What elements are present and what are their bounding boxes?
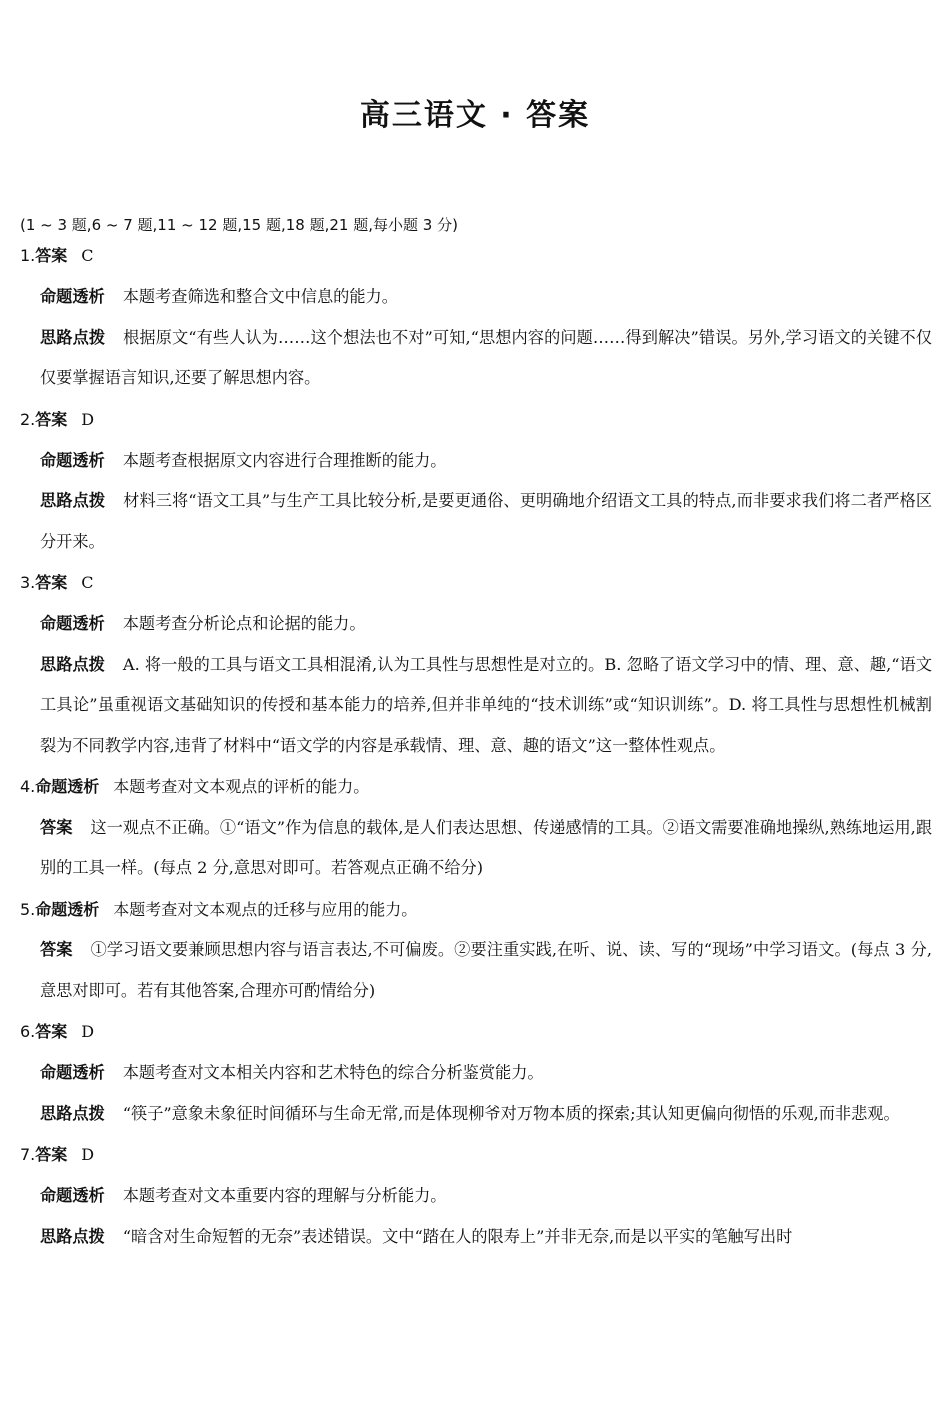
question-number: 3. [20, 573, 36, 592]
question-5-intent-row [20, 898, 932, 921]
answer-label: 答案 [35, 573, 68, 592]
question-7-thinking [40, 1217, 932, 1258]
question-4-answer [40, 808, 932, 889]
question-7-answer-row [20, 1143, 932, 1166]
intent-label: 命题透析 [40, 614, 105, 633]
question-1-answer-row [20, 244, 932, 267]
question-3-answer-row [20, 571, 932, 594]
answer-choice: C [81, 246, 94, 265]
answer-label: 答案 [40, 817, 73, 837]
thinking-label: 思路点拨 [40, 327, 106, 347]
thinking-text: “暗含对生命短暂的无奈”表述错误。文中“踏在人的限寿上”并非无奈,而是以平实的笔触写出时 [122, 1226, 793, 1246]
answer-choice: C [81, 573, 94, 592]
intent-text: 本题考查对文本观点的迁移与应用的能力。 [113, 899, 418, 919]
intent-text: 本题考查对文本观点的评析的能力。 [113, 777, 370, 796]
question-number: 4. [20, 777, 36, 796]
question-1-thinking [40, 318, 932, 399]
question-6-thinking [40, 1094, 932, 1135]
question-number: 1. [20, 246, 36, 265]
intent-text: 本题考查对文本相关内容和艺术特色的综合分析鉴赏能力。 [122, 1063, 544, 1082]
intent-text: 本题考查对文本重要内容的理解与分析能力。 [122, 1186, 447, 1205]
question-4-intent-row [20, 775, 932, 798]
answer-label: 答案 [40, 940, 73, 959]
answer-label: 答案 [35, 409, 68, 429]
question-2-intent [40, 449, 932, 472]
answer-choice: D [81, 1022, 95, 1041]
question-number: 5. [20, 899, 36, 919]
question-3-intent [40, 612, 932, 635]
intent-label: 命题透析 [40, 450, 105, 470]
thinking-label: 思路点拨 [40, 1226, 105, 1246]
intent-label: 命题透析 [35, 777, 100, 796]
intent-label: 命题透析 [35, 899, 100, 919]
intent-text: 本题考查筛选和整合文中信息的能力。 [122, 287, 398, 306]
thinking-label: 思路点拨 [40, 654, 105, 674]
question-3-thinking [40, 645, 932, 767]
scoring-note: (1 ~ 3 题,6 ~ 7 题,11 ~ 12 题,15 题,18 题,21 题,每小题 3 分) [20, 216, 458, 234]
answer-text: ①学习语文要兼顾思想内容与语言表达,不可偏废。②要注重实践,在听、说、读、写的“现场”中学习语文。(每点 3 分,意思对即可。若有其他答案,合理亦可酌情给分) [40, 940, 933, 1000]
question-number: 7. [20, 1145, 36, 1164]
page-title: 高三语文 · 答案 [359, 98, 591, 133]
thinking-text: 材料三将“语文工具”与生产工具比较分析,是要更通俗、更明确地介绍语文工具的特点,而非要求我们将二者严格区分开来。 [40, 491, 933, 551]
answer-list [20, 244, 932, 1266]
answer-label: 答案 [35, 246, 68, 265]
answer-label: 答案 [35, 1145, 68, 1164]
question-7-intent [40, 1184, 932, 1207]
question-5-answer [40, 930, 932, 1011]
answer-label: 答案 [35, 1022, 68, 1041]
thinking-text: “筷子”意象未象征时间循环与生命无常,而是体现柳爷对万物本质的探索;其认知更偏向彻悟的乐观,而非悲观。 [122, 1103, 900, 1123]
question-2-thinking [40, 481, 932, 562]
question-6-answer-row [20, 1020, 932, 1043]
question-number: 2. [20, 409, 36, 429]
question-1-intent [40, 285, 932, 308]
question-2-answer-row [20, 408, 932, 431]
thinking-text: A. 将一般的工具与语文工具相混淆,认为工具性与思想性是对立的。B. 忽略了语文学习中的情、理、意、趣,“语文工具论”虽重视语文基础知识的传授和基本能力的培养,但并非单纯的“技术训练”或“知识训练”。D. 将工具性与思想性机械割裂为不同教学内容,违背了材料中“语文学的内容是承载情、理、意、趣的语文”这一整体性观点。 [40, 654, 933, 755]
thinking-label: 思路点拨 [40, 1103, 105, 1123]
intent-text: 本题考查根据原文内容进行合理推断的能力。 [122, 450, 447, 470]
intent-text: 本题考查分析论点和论据的能力。 [122, 614, 366, 633]
question-6-intent [40, 1061, 932, 1084]
thinking-label: 思路点拨 [40, 491, 106, 510]
question-number: 6. [20, 1022, 36, 1041]
answer-choice: D [81, 409, 95, 429]
intent-label: 命题透析 [40, 287, 105, 306]
thinking-text: 根据原文“有些人认为……这个想法也不对”可知,“思想内容的问题……得到解决”错误。另外,学习语文的关键不仅仅要掌握语言知识,还要了解思想内容。 [40, 327, 933, 387]
intent-label: 命题透析 [40, 1063, 105, 1082]
intent-label: 命题透析 [40, 1186, 105, 1205]
answer-choice: D [81, 1145, 95, 1164]
answer-text: 这一观点不正确。①“语文”作为信息的载体,是人们表达思想、传递感情的工具。②语文需要准确地操纵,熟练地运用,跟别的工具一样。(每点 2 分,意思对即可。若答观点正确不给分) [40, 817, 933, 877]
